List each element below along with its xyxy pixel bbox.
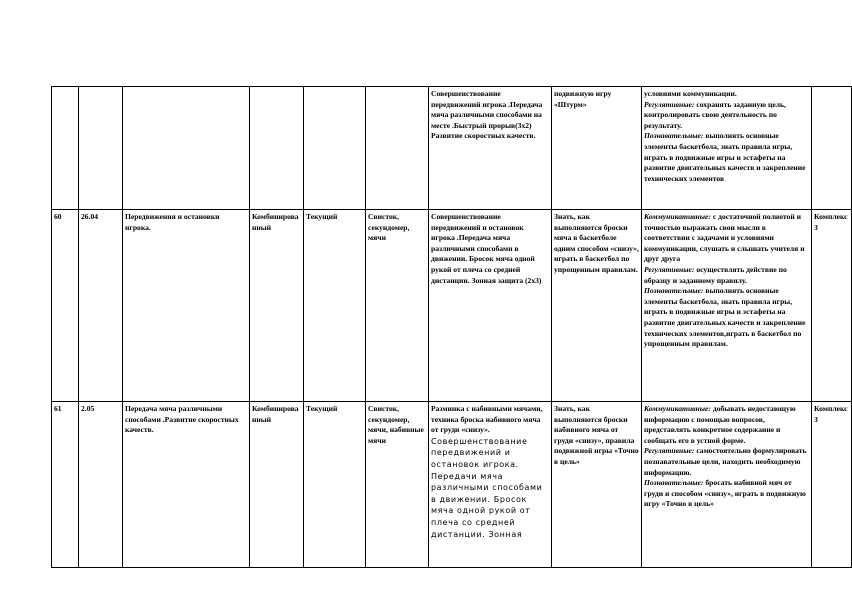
uud-label-communicative: Коммуникативные: bbox=[644, 404, 711, 413]
topic-cell: Передвижения и остановки игрока. bbox=[123, 210, 250, 402]
lesson-type-cell: Комбинированный bbox=[250, 402, 304, 568]
uud-label-regulative: Регулятивные: bbox=[644, 99, 695, 109]
date-cell bbox=[79, 87, 123, 210]
lesson-number-cell: 61 bbox=[52, 402, 79, 568]
uud-label-cognitive: Познавательные: bbox=[644, 478, 704, 488]
date-cell: 26.04 bbox=[79, 210, 123, 402]
uud-text: осуществлять действие по образцу и заданному правилу. bbox=[644, 264, 787, 285]
equipment-cell: Свисток, секундомер, мячи, набивные мячи bbox=[366, 402, 429, 568]
uud-label-cognitive: Познавательные: bbox=[644, 286, 704, 296]
extra-cell: Комплекс3 bbox=[812, 402, 852, 568]
uud-cell bbox=[642, 210, 812, 402]
uud-text: выполнять основные элементы баскетбола, знать правила игры, играть в подвижные игры и эстафеты на развитие двигательных качеств и закрепление технических элементов bbox=[644, 131, 806, 183]
uud-label-regulative: Регулятивные: bbox=[644, 264, 695, 274]
date-cell: 2.05 bbox=[79, 402, 123, 568]
extra-cell bbox=[812, 87, 852, 210]
lesson-plan-table bbox=[51, 86, 852, 568]
results-cell: Знать, как выполняются броски набивного мяча от груди «снизу», правила подвижной игры «Точно в цель» bbox=[552, 402, 642, 568]
lesson-number-cell bbox=[52, 87, 79, 210]
results-cell: Знать, как выполняются броски мяча в баскетболе одним способом «снизу», играть в баскетбол по упрощенным правилам. bbox=[552, 210, 642, 402]
uud-text: с достаточной полнотой и точностью выражать свои мысли в соответствии с задачами и условиями коммуникации, слушать и слышать учителя и друг друга bbox=[644, 212, 805, 264]
uud-text: добывать недостающую информацию с помощью вопросов, представлять конкретное содержание и сообщать его в устной форме. bbox=[644, 404, 796, 445]
table-row bbox=[52, 402, 852, 568]
content-bold-text: Разминка с набивными мячами, техника броска набивного мяча от груди «снизу». bbox=[431, 404, 543, 435]
uud-label-regulative: Регулятивные: bbox=[644, 446, 695, 456]
content-cell: Совершенствование передвижений и остановок игрока .Передача мяча различными способами в движении. Бросок мяча одной рукой от плеча со средней дистанции. Зонная защита (2х3) bbox=[429, 210, 552, 402]
uud-label-communicative: Коммуникативные: bbox=[644, 212, 711, 221]
topic-cell bbox=[123, 87, 250, 210]
table-row bbox=[52, 87, 852, 210]
uud-cell bbox=[642, 87, 812, 210]
equipment-cell: Свисток, секундомер, мячи bbox=[366, 210, 429, 402]
results-cell: подвижную игру «Штурм» bbox=[552, 87, 642, 210]
uud-text: сохранять заданную цель, контролировать свою деятельность по результату. bbox=[644, 99, 786, 130]
extra-cell: Комплекс3 bbox=[812, 210, 852, 402]
control-cell bbox=[304, 87, 366, 210]
table-row bbox=[52, 210, 852, 402]
uud-text: бросать набивной мяч от груди и способом «снизу», играть в подвижную игру «Точно в цель» bbox=[644, 478, 806, 509]
content-cell: Совершенствование передвижений игрока .Передача мяча различными способами на месте .Быстрый прорыв(3х2) Развитие скоростных качеств. bbox=[429, 87, 552, 210]
lesson-number-cell: 60 bbox=[52, 210, 79, 402]
uud-label-cognitive: Познавательные: bbox=[644, 131, 704, 141]
control-cell: Текущий bbox=[304, 210, 366, 402]
content-cell bbox=[429, 402, 552, 568]
equipment-cell bbox=[366, 87, 429, 210]
uud-text: выполнять основные элементы баскетбола, знать правила игры, играть в подвижные игры и эстафеты на развитие двигательных качеств и закрепление технических элементов,играть в баскетбол по упрощенным правилам. bbox=[644, 286, 806, 349]
content-sans-text: Совершенствование передвижений и остановок игрока. Передачи мяча различными способами в движении. Бросок мяча одной рукой от плеча со средней дистанции. Зонная bbox=[431, 436, 543, 539]
topic-cell: Передача мяча различными способами .Развитие скоростных качеств. bbox=[123, 402, 250, 568]
lesson-type-cell bbox=[250, 87, 304, 210]
uud-cell bbox=[642, 402, 812, 568]
control-cell: Текущий bbox=[304, 402, 366, 568]
uud-text: условиями коммуникации. bbox=[644, 89, 737, 98]
uud-text: самостоятельно формулировать познавательные цели, находить необходимую информацию. bbox=[644, 446, 807, 477]
lesson-type-cell: Комбинированный bbox=[250, 210, 304, 402]
